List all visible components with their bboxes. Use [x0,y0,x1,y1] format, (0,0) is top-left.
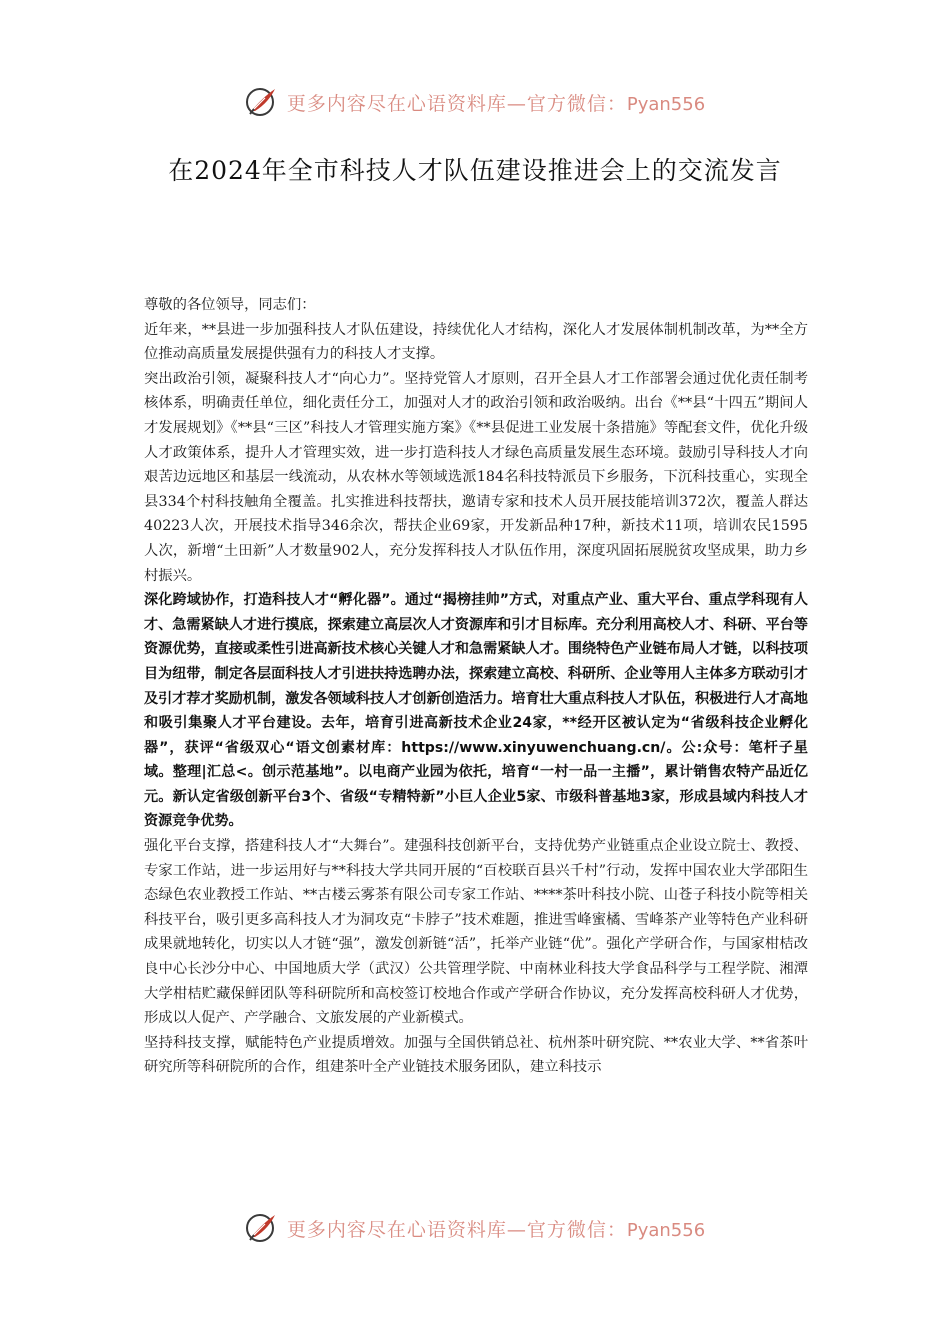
quill-pen-logo-icon [245,85,279,119]
wechat-id: Pyan556 [626,1219,706,1241]
page-title: 在2024年全市科技人才队伍建设推进会上的交流发言 [168,156,782,185]
salutation: 尊敬的各位领导，同志们： [144,297,316,313]
quill-pen-logo-icon [245,1211,279,1245]
paragraph: 突出政治引领，凝聚科技人才“向心力”。坚持党管人才原则，召开全县人才工作部署会通过优化责任制考核体系，明确责任单位，细化责任分工，加强对人才的政治引领和政治吸纳。出台《**县“十四五”期间人才发展规划》《**县“三区”科技人才管理实施方案》《**县促进工业发展十条措施》等配套文件，优化升级人才政策体系，提升人才管理实效，进一步打造科技人才绿色高质量发展生态环境。鼓励引导科技人才向艰苦边远地区和基层一线流动，从农林水等领域选派184名科技特派员下乡服务，下沉科技重心，实现全县334个村科技触角全覆盖。扎实推进科技帮扶，邀请专家和技术人员开展技能培训372次，覆盖人群达40223人次，开展技术指导346余次，帮扶企业69家，开发新品种17种，新技术11项，培训农民1595人次，新增“土田新”人才数量902人，充分发挥科技人才队伍作用，深度巩固拓展脱贫攻坚成果，助力乡村振兴。 [144,370,808,584]
paragraph-highlighted: 深化跨域协作，打造科技人才“孵化器”。通过“揭榜挂帅”方式，对重点产业、重大平台、重点学科现有人才、急需紧缺人才进行摸底，探索建立高层次人才资源库和引才目标库。充分利用高校人才、科研、平台等资源优势，直接或柔性引进高新技术核心关键人才和急需紧缺人才。围绕特色产业链布局人才链，以科技项目为纽带，制定各层面科技人才引进扶持选聘办法，探索建立高校、科研所、企业等用人主体多方联动引才及引才荐才奖励机制，激发各领域科技人才创新创造活力。培育壮大重点科技人才队伍，积极进行人才高地和吸引集聚人才平台建设。去年，培育引进高新技术企业24家，**经开区被认定为“省级科技企业孵化器”，获评“省级双心“语文创素材库：https://www.xinyuwenchuang.cn/。公:众号：笔杆子星域。整理|汇总<。创示范基地”。以电商产业园为依托，培育“一村一品一主播”，累计销售农特产品近亿元。新认定省级创新平台3个、省级“专精特新”小巨人企业5家、市级科普基地3家，形成县域内科技人才资源竞争优势。 [144,592,808,830]
paragraph: 强化平台支撑，搭建科技人才“大舞台”。建强科技创新平台，支持优势产业链重点企业设立院士、教授、专家工作站，进一步运用好与**科技大学共同开展的“百校联百县兴千村”行动，发挥中国农业大学邵阳生态绿色农业教授工作站、**古楼云雾茶有限公司专家工作站、****茶叶科技小院、山苍子科技小院等相关科技平台，吸引更多高科技人才为洞攻克“卡脖子”技术难题，推进雪峰蜜橘、雪峰茶产业等特色产业科研成果就地转化，切实以人才链“强”，激发创新链“活”，托举产业链“优”。强化产学研合作，与国家柑桔改良中心长沙分中心、中国地质大学（武汉）公共管理学院、中南林业科技大学食品科学与工程学院、湘潭大学柑桔贮藏保鲜团队等科研院所和高校签订校地合作或产学研合作协议，充分发挥高校科研人才优势，形成以人促产、产学融合、文旅发展的产业新模式。 [144,838,808,1027]
paragraph: 坚持科技支撑，赋能特色产业提质增效。加强与全国供销总社、杭州茶叶研究院、**农业大学、**省茶叶研究所等科研院所的合作，组建茶叶全产业链技术服务团队，建立科技示 [144,1034,808,1076]
header-banner [0,80,950,124]
footer-banner [0,1206,950,1250]
banner-text: 更多内容尽在心语资料库—官方微信：Pyan556 [286,1218,706,1241]
banner-text: 更多内容尽在心语资料库—官方微信：Pyan556 [286,92,706,115]
paragraph: 近年来，**县进一步加强科技人才队伍建设，持续优化人才结构，深化人才发展体制机制改革，为**全方位推动高质量发展提供强有力的科技人才支撑。 [144,321,808,363]
wechat-id: Pyan556 [626,93,706,115]
document-body [144,293,808,1080]
